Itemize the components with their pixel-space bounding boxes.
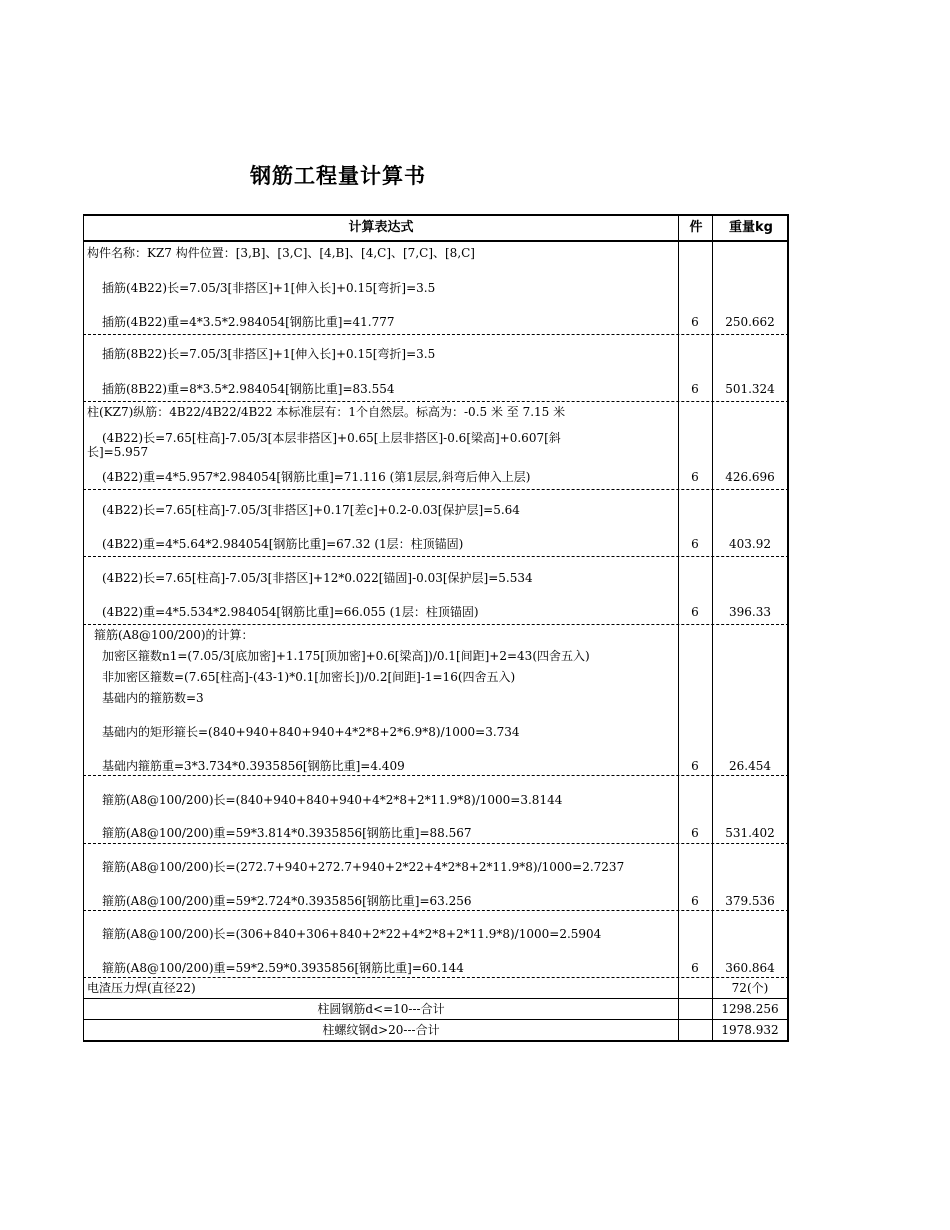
weight-value: 26.454 (729, 759, 771, 773)
table-row (83, 402, 789, 490)
weight-value: 531.402 (725, 826, 775, 840)
total-label-round-bar: 柱圆钢筋d<=10---合计 (317, 1002, 445, 1016)
weight-formula: (4B22)重=4*5.64*2.984054[钢筋比重]=67.32 (1层：柱顶锚固) (102, 537, 464, 551)
piece-count: 6 (691, 961, 699, 975)
weld-value: 72(个) (731, 981, 769, 995)
header-weight: 重量kg (712, 216, 789, 240)
table-row (83, 490, 789, 557)
weight-value: 426.696 (725, 470, 775, 484)
length-formula: 插筋(4B22)长=7.05/3[非搭区]+1[伸入长]+0.15[弯折]=3.5 (102, 281, 436, 295)
weight-value: 501.324 (725, 382, 775, 396)
piece-count: 6 (691, 894, 699, 908)
page-title: 钢筋工程量计算书 (250, 164, 426, 188)
length-formula: (4B22)长=7.65[柱高]-7.05/3[本层非搭区]+0.65[上层非搭区]-0.6[梁高]+0.607[斜 (102, 431, 561, 445)
weight-formula: (4B22)重=4*5.534*2.984054[钢筋比重]=66.055 (1层：柱顶锚固) (102, 605, 479, 619)
length-formula: 箍筋(A8@100/200)长=(306+840+306+840+2*22+4*2*8+2*11.9*8)/1000=2.5904 (102, 927, 602, 941)
piece-count: 6 (691, 382, 699, 396)
length-formula: 箍筋(A8@100/200)长=(840+940+840+940+4*2*8+2*11.9*8)/1000=3.8144 (102, 793, 563, 807)
normal-zone-formula: 非加密区箍数=(7.65[柱高]-(43-1)*0.1[加密长])/0.2[间距]-1=16(四舍五入) (102, 670, 516, 684)
table-row (83, 557, 789, 625)
length-formula: (4B22)长=7.65[柱高]-7.05/3[非搭区]+12*0.022[锚固]-0.03[保护层]=5.534 (102, 571, 533, 585)
total-label-rebar: 柱螺纹钢d>20---合计 (322, 1023, 440, 1037)
piece-count: 6 (691, 826, 699, 840)
table-row (83, 844, 789, 911)
length-formula: 箍筋(A8@100/200)长=(272.7+940+272.7+940+2*22+4*2*8+2*11.9*8)/1000=2.7237 (102, 860, 625, 874)
weight-formula: 插筋(4B22)重=4*3.5*2.984054[钢筋比重]=41.777 (102, 315, 395, 329)
total-value-rebar: 1978.932 (721, 1023, 779, 1037)
weight-formula: (4B22)重=4*5.957*2.984054[钢筋比重]=71.116 (第1层层,斜弯后伸入上层) (102, 470, 531, 484)
section-info: 柱(KZ7)纵筋：4B22/4B22/4B22 本标准层有：1个自然层。标高为：-0.5 米 至 7.15 米 (87, 405, 566, 419)
length-formula: 插筋(8B22)长=7.05/3[非搭区]+1[伸入长]+0.15[弯折]=3.5 (102, 347, 436, 361)
table-row (83, 335, 789, 402)
length-formula: (4B22)长=7.65[柱高]-7.05/3[非搭区]+0.17[差c]+0.2-0.03[保护层]=5.64 (102, 503, 520, 517)
weight-value: 379.536 (725, 894, 775, 908)
header-expression: 计算表达式 (348, 220, 414, 235)
dense-zone-formula: 加密区箍数n1=(7.05/3[底加密]+1.175[顶加密]+0.6[梁高])/0.1[间距]+2=43(四舍五入) (102, 649, 590, 663)
piece-count: 6 (691, 605, 699, 619)
total-row (83, 1020, 789, 1042)
table-header (83, 214, 789, 242)
weld-label: 电渣压力焊(直径22) (87, 981, 196, 995)
weight-formula: 插筋(8B22)重=8*3.5*2.984054[钢筋比重]=83.554 (102, 382, 395, 396)
table-row (83, 625, 789, 776)
weld-row (83, 978, 789, 999)
total-value-round-bar: 1298.256 (721, 1002, 779, 1016)
length-formula: 基础内的矩形箍长=(840+940+840+940+4*2*8+2*6.9*8)/1000=3.734 (102, 725, 520, 739)
weight-value: 250.662 (725, 315, 775, 329)
weight-formula: 箍筋(A8@100/200)重=59*2.59*0.3935856[钢筋比重]=60.144 (102, 961, 464, 975)
weight-formula: 箍筋(A8@100/200)重=59*3.814*0.3935856[钢筋比重]=88.567 (102, 826, 472, 840)
piece-count: 6 (691, 470, 699, 484)
table-row (83, 911, 789, 978)
piece-count: 6 (691, 537, 699, 551)
weight-value: 403.92 (729, 537, 771, 551)
total-row (83, 999, 789, 1020)
stirrup-heading: 箍筋(A8@100/200)的计算： (94, 628, 254, 642)
weight-value: 396.33 (729, 605, 771, 619)
calculation-table (83, 214, 789, 1042)
foundation-count: 基础内的箍筋数=3 (102, 691, 204, 705)
weight-value: 360.864 (725, 961, 775, 975)
table-row (83, 776, 789, 844)
piece-count: 6 (691, 315, 699, 329)
table-row (83, 242, 789, 335)
header-count: 件 (678, 216, 713, 240)
component-info: 构件名称：KZ7 构件位置：[3,B]、[3,C]、[4,B]、[4,C]、[7,C]、[8,C] (87, 246, 475, 260)
piece-count: 6 (691, 759, 699, 773)
length-formula-continued: 长]=5.957 (87, 445, 149, 459)
weight-formula: 基础内箍筋重=3*3.734*0.3935856[钢筋比重]=4.409 (102, 759, 405, 773)
weight-formula: 箍筋(A8@100/200)重=59*2.724*0.3935856[钢筋比重]=63.256 (102, 894, 472, 908)
